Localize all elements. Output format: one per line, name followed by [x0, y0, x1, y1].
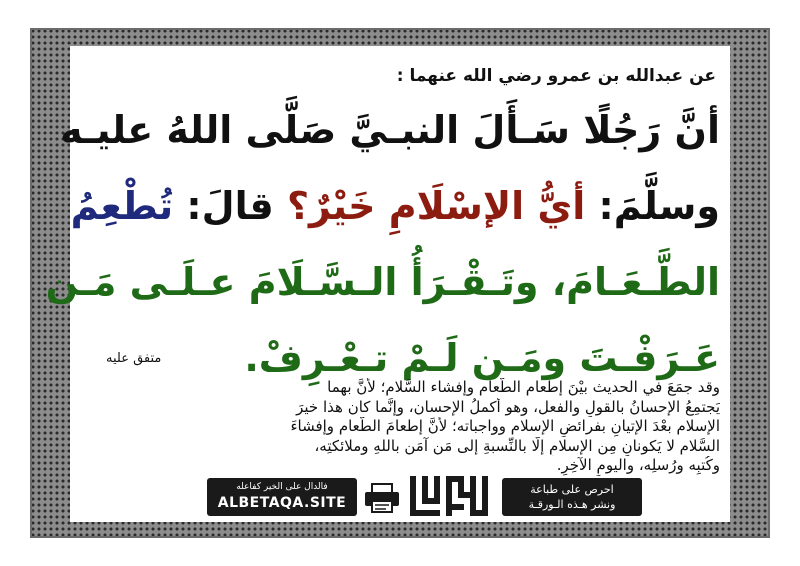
site-slogan: فالدال على الخير كفاعله: [236, 482, 328, 492]
printer-icon: [362, 482, 402, 514]
commentary-line: الإسلام بعْدَ الإتيانِ بفرائضِ الإسلام وواجباته؛ لأنَّ إطعامَ الطَّعام وإفشاءَ: [290, 417, 720, 435]
hadith-segment: أنَّ رَجُلًا سَـأَلَ النبـيَّ صَلَّى اللهُ عليـه: [60, 108, 720, 152]
footer-bar: [70, 470, 730, 522]
advice-line-1: احرص على طباعة: [530, 483, 614, 496]
site-url: ALBETAQA.SITE: [217, 495, 347, 511]
site-logo: [408, 472, 490, 520]
hadith-line-3: [45, 244, 720, 320]
commentary-line: وقد جمَعَ في الحديث بيْنَ إطعام الطَّعام وإفشاء السَّلام؛ لأنَّ بهما: [327, 378, 720, 396]
content-card: [45, 46, 730, 522]
print-advice-badge: [502, 478, 642, 516]
commentary-text: [80, 378, 720, 476]
hadith-question: أيُّ الإسْلَامِ خَيْرٌ؟: [273, 184, 586, 228]
hadith-answer-start: تُطْعِمُ: [70, 184, 174, 228]
commentary-line: السَّلام لا يَكونانِ مِن الإسلامِ إلَّا بالنِّسبةِ إلى مَن آمَن باللهِ وملائكتِه،: [314, 436, 720, 455]
hadith-segment: قالَ:: [173, 184, 274, 228]
hadith-line-1: [60, 92, 720, 168]
commentary-line: يَجتمِعُ الإحسانُ بالقولِ والفعل، وهو أكملُ الإحسان، وإنَّما كان هذا خيرَ: [296, 397, 720, 416]
hadith-source: متفق عليه: [106, 351, 162, 366]
advice-line-2: ونشر هـذه الـورقـة: [528, 498, 616, 511]
hadith-text: [45, 92, 720, 396]
commentary-line: وكُتبِه ورُسلِه، واليومِ الآخِرِ.: [556, 456, 720, 474]
hadith-answer-end: عَـرَفْـتَ ومَـن لَـمْ تـعْـرِفْ.: [244, 336, 720, 380]
hadith-answer: الطَّـعَـامَ، وتَـقْـرَأُ الـسَّـلَامَ عـلَـى مَـن: [45, 260, 720, 304]
narrator-intro: عن عبدالله بن عمرو رضي الله عنهما :: [396, 66, 716, 86]
site-badge[interactable]: [207, 478, 357, 516]
hadith-segment: وسلَّمَ:: [585, 184, 720, 228]
hadith-line-2: [70, 168, 720, 244]
